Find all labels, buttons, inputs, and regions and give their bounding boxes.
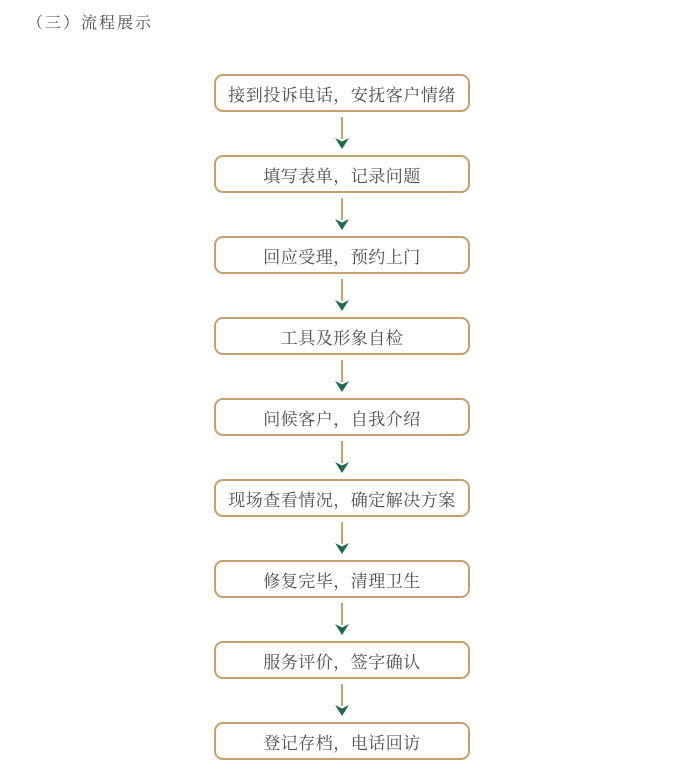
flow-step-7 [214,560,470,598]
arrow-down-icon [335,441,349,473]
arrow-down-icon [335,279,349,311]
arrow-stem [341,360,343,382]
flow-step-label: 问候客户，自我介绍 [263,409,421,429]
arrow-stem [341,441,343,463]
flow-step-6 [214,479,470,517]
flow-step-label: 服务评价，签字确认 [263,652,421,672]
arrow-down-icon [335,360,349,392]
flowchart [214,74,470,760]
arrow-stem [341,279,343,301]
flow-step-label: 登记存档，电话回访 [263,733,421,753]
arrow-down-icon [335,117,349,149]
arrow-stem [341,522,343,544]
arrow-down-icon [335,603,349,635]
flow-step-8 [214,641,470,679]
flow-step-label: 接到投诉电话，安抚客户情绪 [228,85,456,105]
page-title: （三）流程展示 [27,15,154,32]
flow-step-2 [214,155,470,193]
arrow-down-icon [335,198,349,230]
flow-step-4 [214,317,470,355]
flow-step-label: 现场查看情况，确定解决方案 [228,490,456,510]
arrow-stem [341,117,343,139]
flow-step-5 [214,398,470,436]
arrow-down-icon [335,684,349,716]
flow-step-1 [214,74,470,112]
arrow-down-icon [335,522,349,554]
arrow-stem [341,603,343,625]
flow-step-label: 填写表单，记录问题 [263,166,421,186]
flow-step-3 [214,236,470,274]
flow-step-label: 修复完毕，清理卫生 [263,571,421,591]
flow-step-9 [214,722,470,760]
flow-step-label: 工具及形象自检 [280,328,404,348]
arrow-stem [341,198,343,220]
flow-step-label: 回应受理，预约上门 [263,247,421,267]
arrow-stem [341,684,343,706]
